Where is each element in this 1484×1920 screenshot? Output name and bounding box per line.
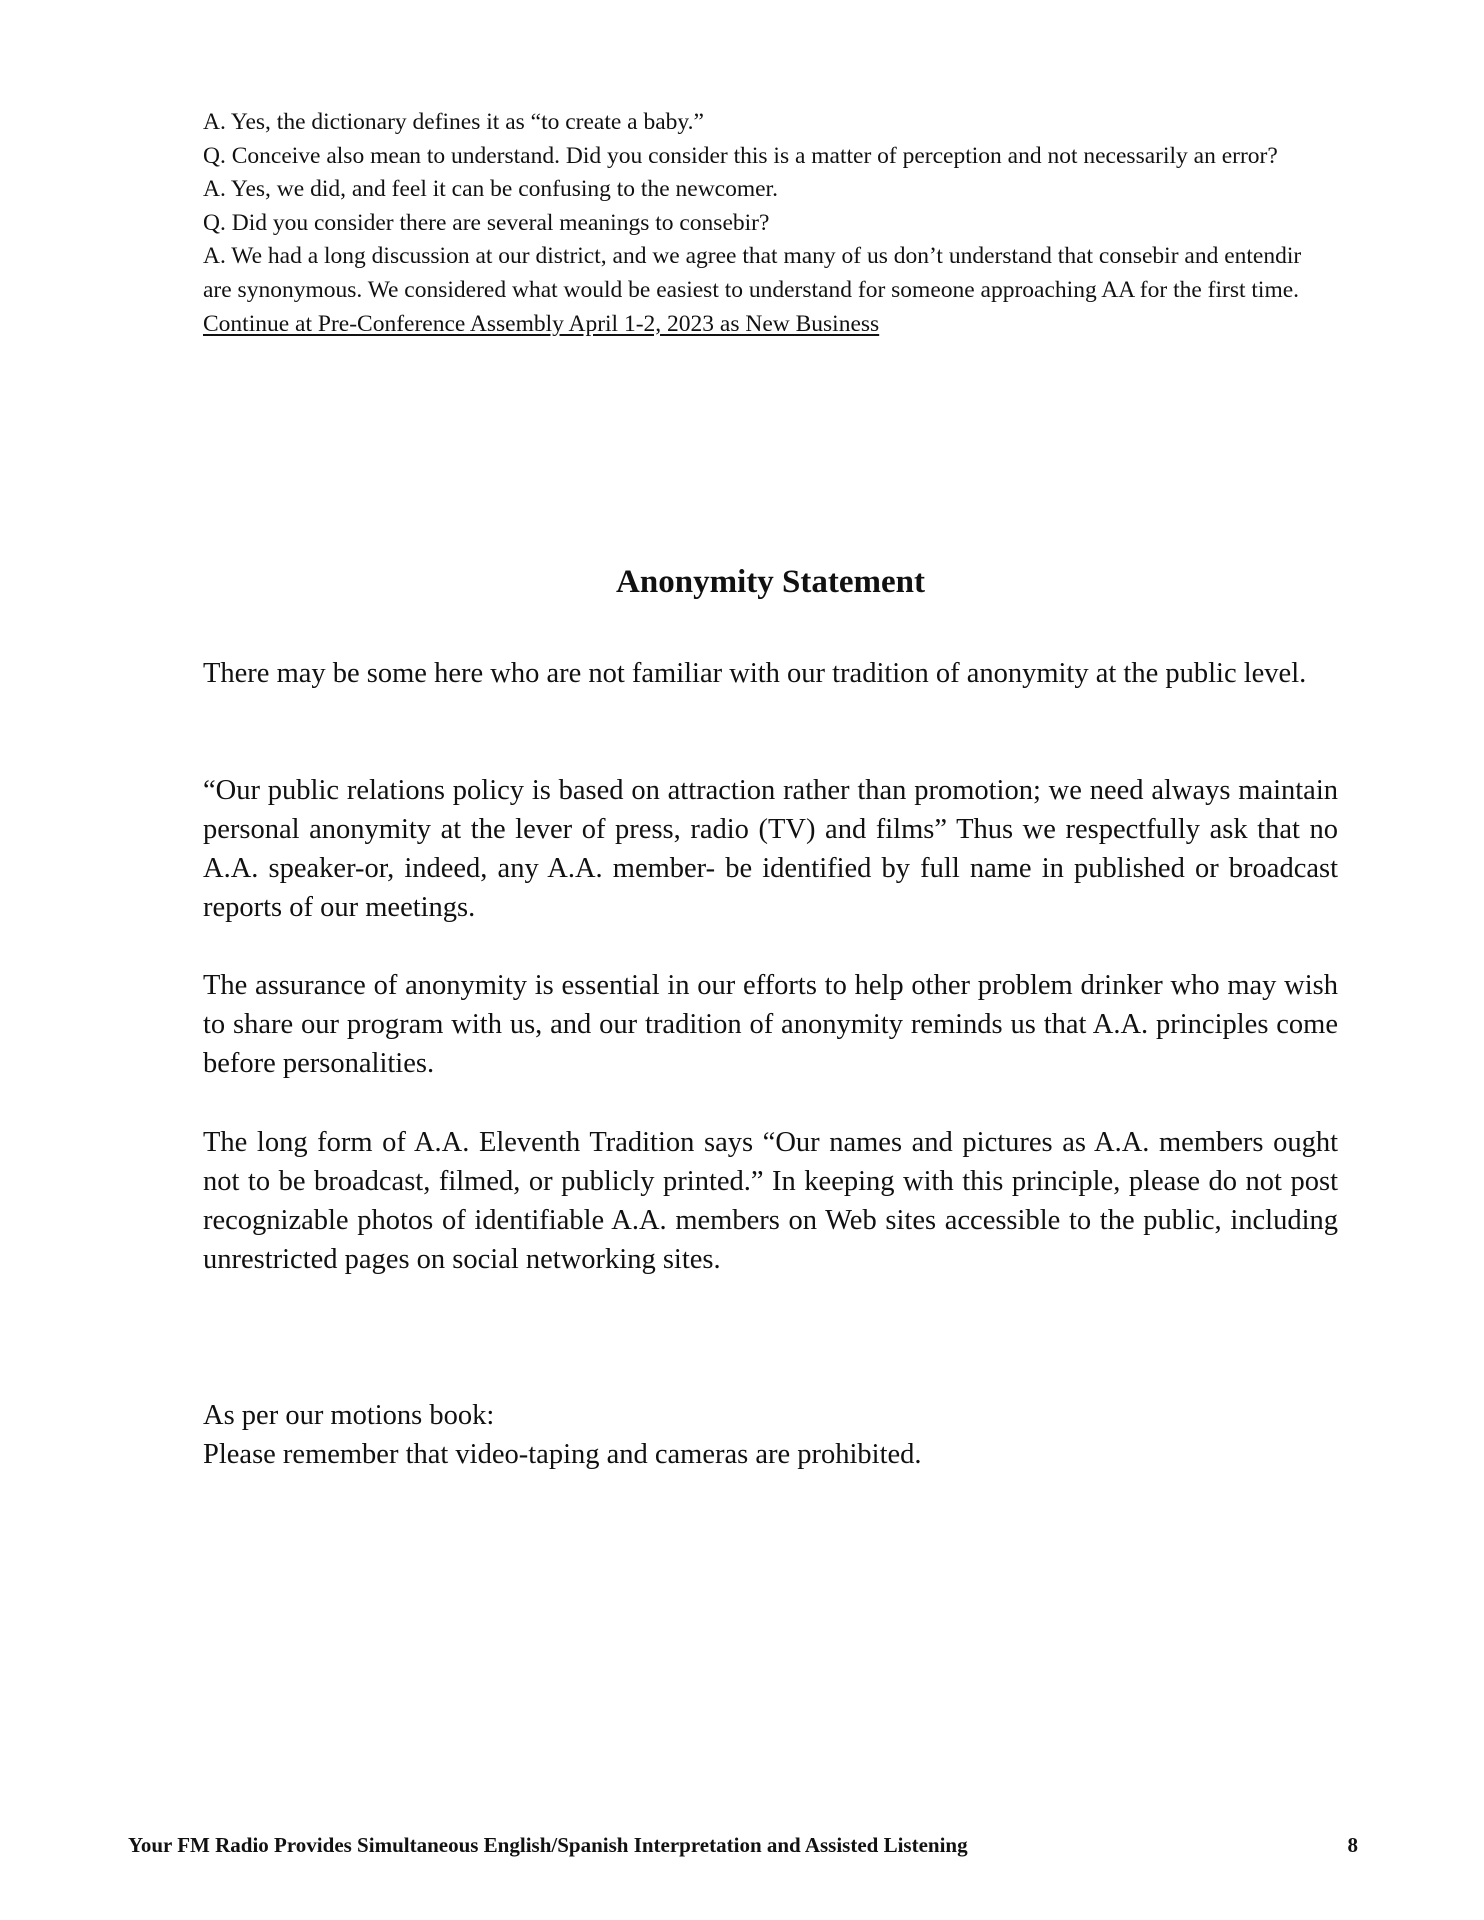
page-number: 8 <box>1347 1833 1358 1857</box>
qa-answer-discussion: A. We had a long discussion at our district, and we agree that many of us don’t understand that consebir and entendir are synonymous. We considered what would be easiest to understand for someone approaching AA for the first time. <box>203 243 1302 303</box>
motions-intro: As per our motions book: <box>203 1400 495 1431</box>
anonymity-paragraph-policy: “Our public relations policy is based on attraction rather than promotion; we need always maintain personal anonymity at the lever of press, radio (TV) and films” Thus we respectfully ask that no A.A. speaker-or, indeed, any A.A. member- be identified by full name in published or broadcast reports of our meetings. <box>203 775 1338 923</box>
anonymity-paragraph-eleventh-tradition: The long form of A.A. Eleventh Tradition says “Our names and pictures as A.A. members ought not to be broadcast, filmed, or publicly printed.” In keeping with this principle, please do not post recognizable photos of identifiable A.A. members on Web sites accessible to the public, including unrestricted pages on social networking sites. <box>203 1127 1338 1275</box>
motions-text: Please remember that video-taping and cameras are prohibited. <box>203 1439 922 1470</box>
anonymity-paragraph-intro: There may be some here who are not familiar with our tradition of anonymity at the public level. <box>203 658 1307 689</box>
anonymity-statement-title: Anonymity Statement <box>616 564 925 600</box>
continue-note: Continue at Pre-Conference Assembly April 1-2, 2023 as New Business <box>203 310 880 337</box>
qa-answer-dictionary: A. Yes, the dictionary defines it as “to create a baby.” <box>203 109 704 135</box>
anonymity-paragraph-assurance: The assurance of anonymity is essential in our efforts to help other problem drinker who may wish to share our program with us, and our tradition of anonymity reminds us that A.A. principles come before personalities. <box>203 970 1338 1079</box>
qa-question-conceive: Q. Conceive also mean to understand. Did you consider this is a matter of perception and not necessarily an error? <box>203 142 1278 169</box>
qa-section <box>203 106 1323 341</box>
qa-answer-confusing: A. Yes, we did, and feel it can be confusing to the newcomer. <box>203 176 778 203</box>
footer-label: Your FM Radio Provides Simultaneous English/Spanish Interpretation and Assisted Listening <box>128 1833 968 1857</box>
motions-note <box>203 1396 1338 1474</box>
qa-question-consebir: Q. Did you consider there are several meanings to consebir? <box>203 209 770 236</box>
